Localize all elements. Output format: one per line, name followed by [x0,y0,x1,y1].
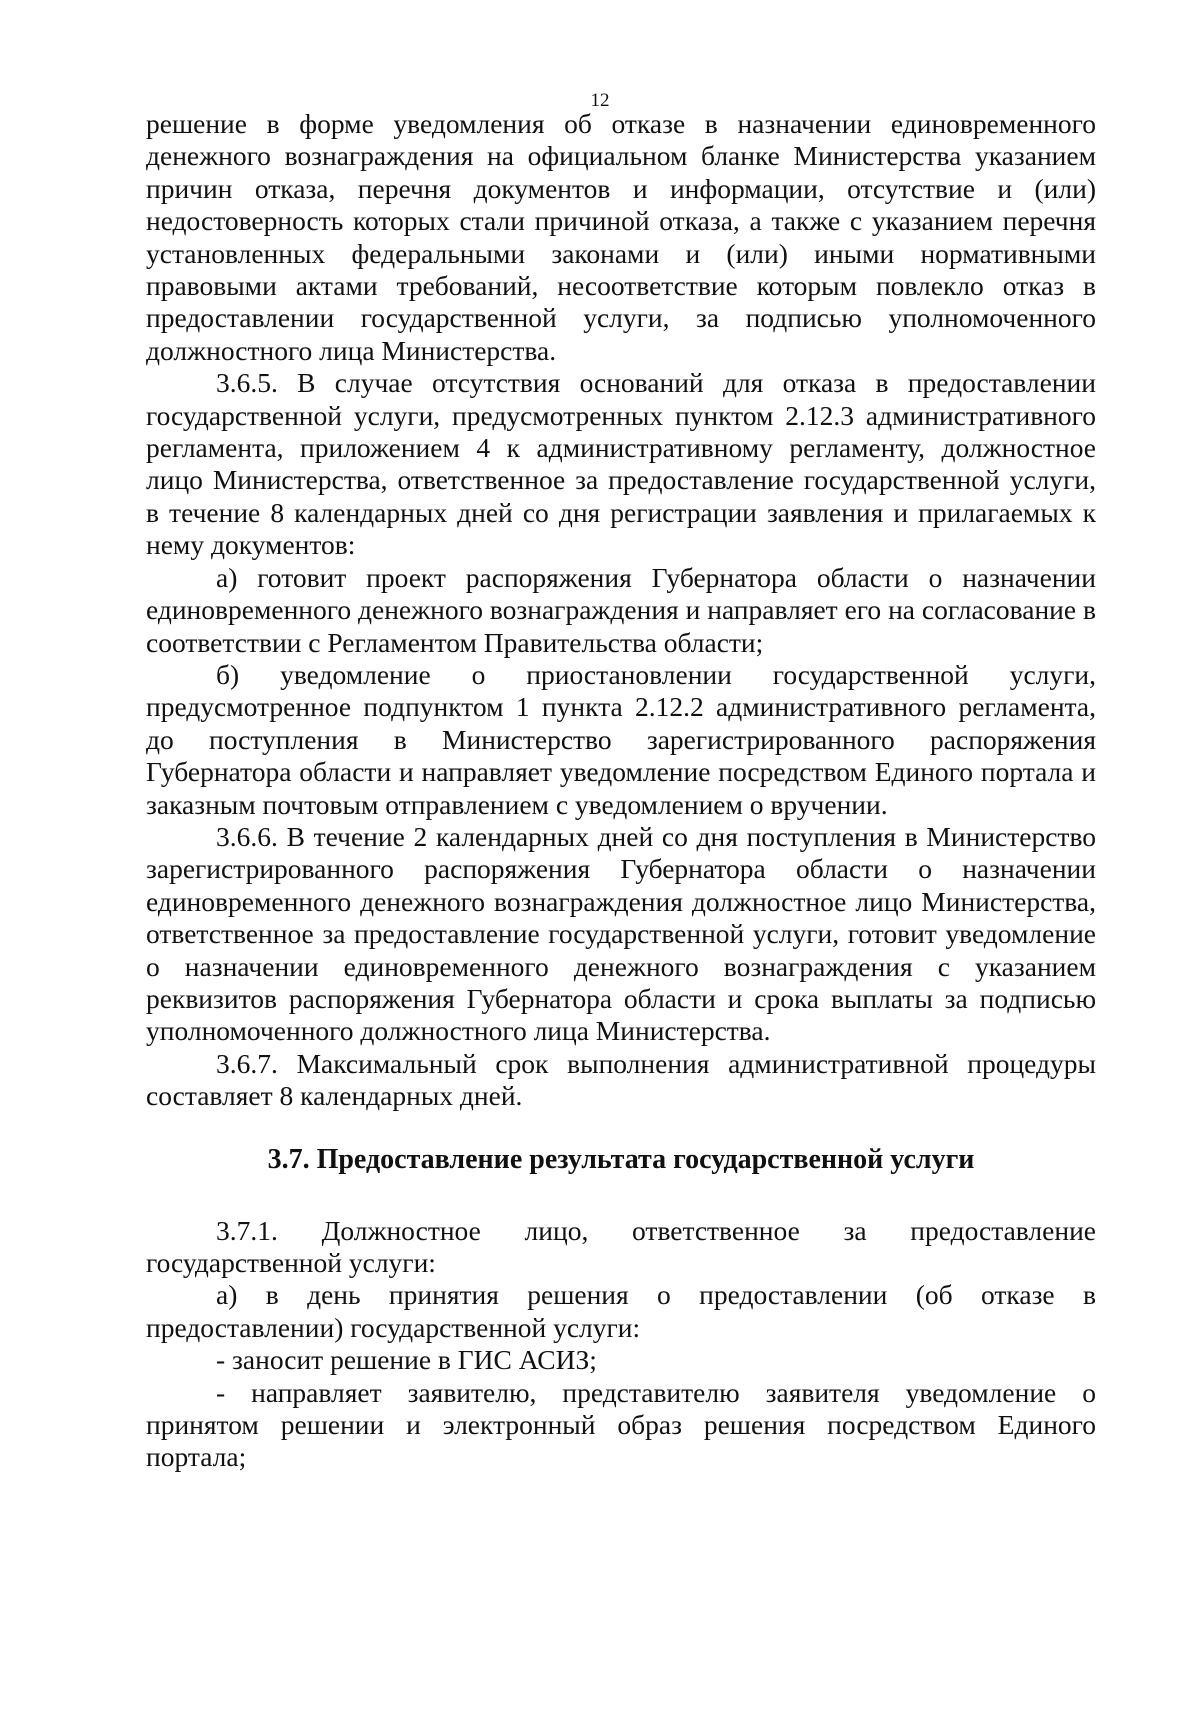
paragraph-3-7-1: 3.7.1. Должностное лицо, ответственное за предоставление государственной услуги: [146,1214,1096,1278]
paragraph-3-6-5-a: а) готовит проект распоряжения Губернатора области о назначении единовременного денежного вознаграждения и направляет его на согласование в соответствии с Регламентом Правительства области; [146,561,1096,658]
section-heading-3-7: 3.7. Предоставление результата государственной услуги [267,1143,975,1175]
page-number: 12 [590,90,610,111]
paragraph-3-6-5: 3.6.5. В случае отсутствия оснований для отказа в предоставлении государственной услуги, предусмотренных пунктом 2.12.3 административного регламента, приложением 4 к административному регламенту, должностное лицо Министерства, ответственное за предоставление государственной услуги, в течение 8 календарных дней со дня регистрации заявления и прилагаемых к нему документов: [146,367,1096,561]
paragraph-continuation: решение в форме уведомления об отказе в назначении единовременного денежного вознаграждения на официальном бланке Министерства указанием причин отказа, перечня документов и информации, отсутствие и (или) недостоверность которых стали причиной отказа, а также с указанием перечня установленных федеральными законами и (или) иными нормативными правовыми актами требований, несоответствие которым повлекло отказ в предоставлении государственной услуги, за подписью уполномоченного должностного лица Министерства. [146,108,1096,366]
paragraph-3-7-1-a: а) в день принятия решения о предоставлении (об отказе в предоставлении) государственной услуги: [146,1279,1096,1343]
list-item-send-notification: - направляет заявителю, представителю заявителя уведомление о принятом решении и электронный образ решения посредством Единого портала; [146,1376,1096,1473]
document-body [146,108,1096,1474]
paragraph-3-6-7: 3.6.7. Максимальный срок выполнения административной процедуры составляет 8 календарных дней. [146,1047,1096,1112]
paragraph-3-6-5-b: б) уведомление о приостановлении государственной услуги, предусмотренное подпунктом 1 пункта 2.12.2 административного регламента, до поступления в Министерство зарегистрированного распоряжения Губернатора области и направляет уведомление посредством Единого портала и заказным почтовым отправлением с уведомлением о вручении. [146,658,1096,820]
list-item-enter-decision: - заносит решение в ГИС АСИЗ; [216,1344,597,1376]
paragraph-3-6-6: 3.6.6. В течение 2 календарных дней со дня поступления в Министерство зарегистрированного распоряжения Губернатора области о назначении единовременного денежного вознаграждения должностное лицо Министерства, ответственное за предоставление государственной услуги, готовит уведомление о назначении единовременного денежного вознаграждения с указанием реквизитов распоряжения Губернатора области и срока выплаты за подписью уполномоченного должностного лица Министерства. [146,820,1096,1047]
